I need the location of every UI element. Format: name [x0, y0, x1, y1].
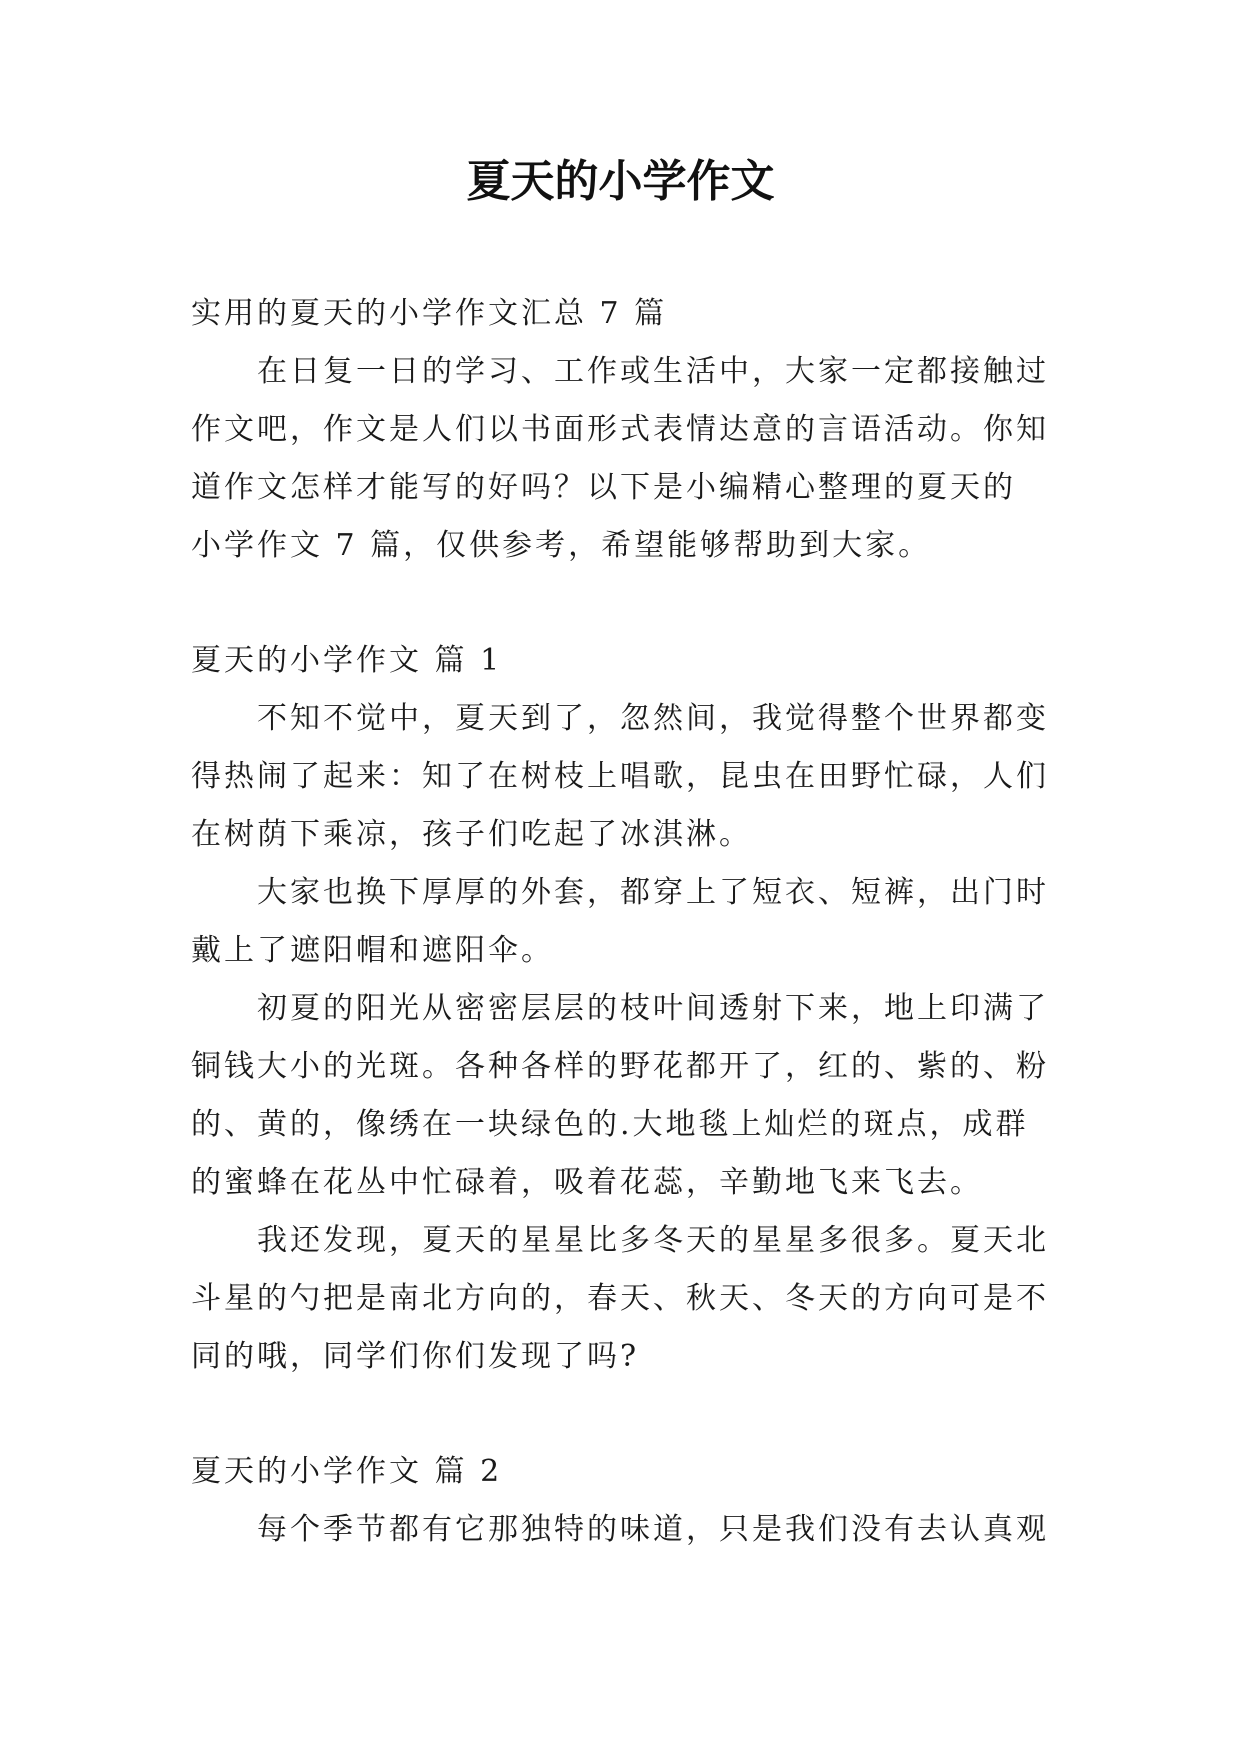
- paragraph-line: 在树荫下乘凉，孩子们吃起了冰淇淋。: [191, 817, 752, 852]
- essay-1-heading: 夏天的小学作文 篇 1: [191, 643, 503, 678]
- paragraph-line: 初夏的阳光从密密层层的枝叶间透射下来，地上印满了: [257, 991, 1049, 1026]
- paragraph-line: 在日复一日的学习、工作或生活中，大家一定都接触过: [257, 354, 1049, 389]
- essay-2-paragraph-1: [191, 1501, 1051, 1559]
- paragraph-line: 戴上了遮阳帽和遮阳伞。: [191, 933, 554, 968]
- paragraph-line: 的、黄的，像绣在一块绿色的.大地毯上灿烂的斑点，成群: [191, 1107, 1029, 1142]
- section-spacer: [191, 1386, 1051, 1443]
- paragraph-line: 得热闹了起来：知了在树枝上唱歌，昆虫在田野忙碌，人们: [191, 759, 1049, 794]
- paragraph-line: 的蜜蜂在花丛中忙碌着，吸着花蕊，辛勤地飞来飞去。: [191, 1165, 983, 1200]
- paragraph-line: 同的哦，同学们你们发现了吗?: [191, 1339, 640, 1374]
- collection-subtitle: 实用的夏天的小学作文汇总 7 篇: [191, 296, 668, 331]
- essay-2-heading: 夏天的小学作文 篇 2: [191, 1454, 503, 1489]
- paragraph-line: 斗星的勺把是南北方向的，春天、秋天、冬天的方向可是不: [191, 1281, 1049, 1316]
- intro-paragraph: [191, 343, 1051, 575]
- paragraph-line: 每个季节都有它那独特的味道，只是我们没有去认真观: [257, 1512, 1049, 1547]
- essay-1-paragraph-3: [191, 980, 1051, 1212]
- paragraph-line: 不知不觉中，夏天到了，忽然间，我觉得整个世界都变: [257, 701, 1049, 736]
- document-body: [191, 285, 1051, 1559]
- essay-1-paragraph-4: [191, 1212, 1051, 1386]
- paragraph-line: 大家也换下厚厚的外套，都穿上了短衣、短裤，出门时: [257, 875, 1049, 910]
- paragraph-line: 我还发现，夏天的星星比多冬天的星星多很多。夏天北: [257, 1223, 1049, 1258]
- essay-1-paragraph-1: [191, 690, 1051, 864]
- paragraph-line: 道作文怎样才能写的好吗？以下是小编精心整理的夏天的: [191, 470, 1016, 505]
- paragraph-line: 铜钱大小的光斑。各种各样的野花都开了，红的、紫的、粉: [191, 1049, 1049, 1084]
- paragraph-line: 小学作文 7 篇，仅供参考，希望能够帮助到大家。: [191, 528, 932, 563]
- section-spacer: [191, 575, 1051, 632]
- page-title: 夏天的小学作文: [466, 156, 775, 207]
- paragraph-line: 作文吧，作文是人们以书面形式表情达意的言语活动。你知: [191, 412, 1049, 447]
- essay-1-paragraph-2: [191, 864, 1051, 980]
